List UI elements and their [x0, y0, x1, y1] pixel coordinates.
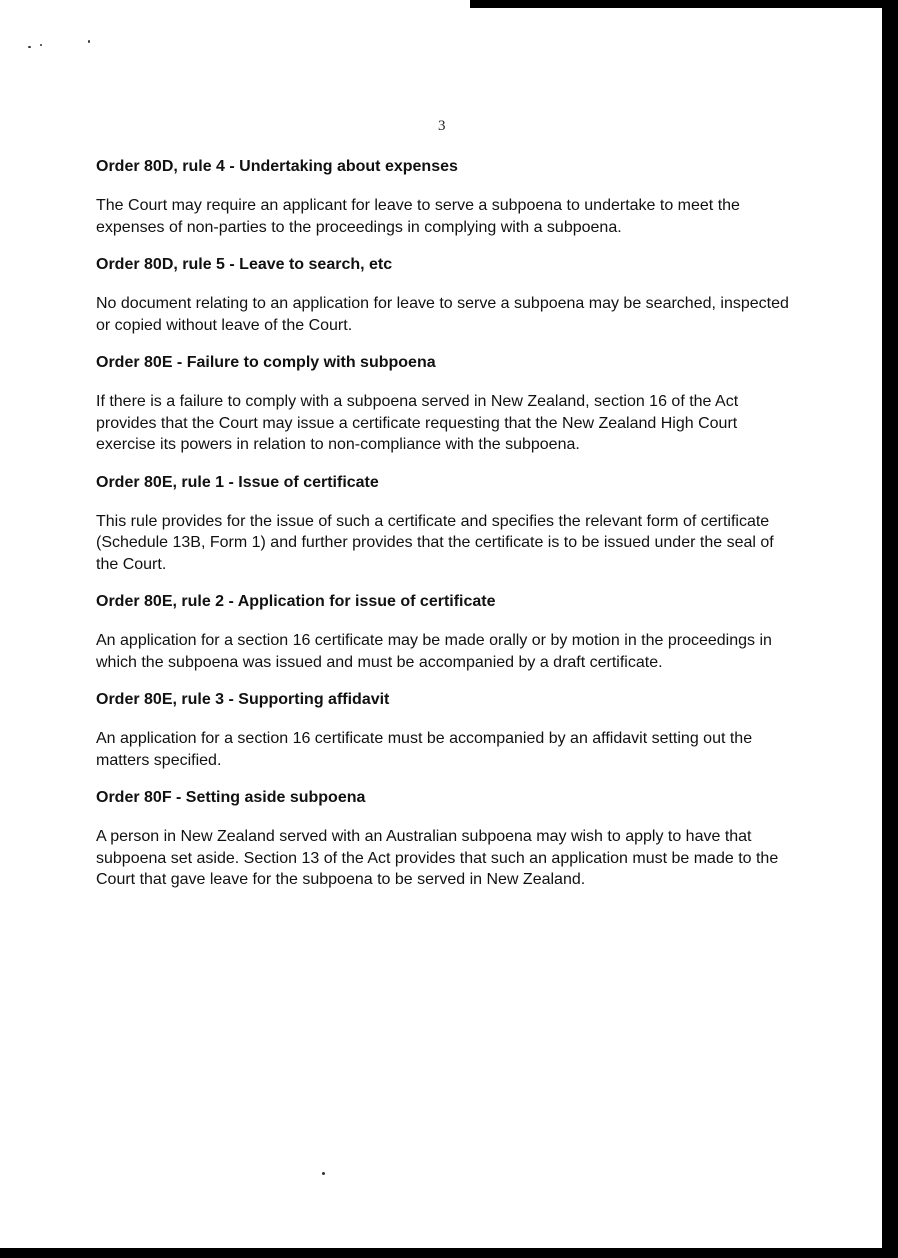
scan-edge-bottom [0, 1248, 898, 1258]
scan-speck [322, 1172, 325, 1175]
scan-speck [88, 40, 90, 43]
section-order-80e-rule-1 [96, 472, 796, 576]
scan-speck [40, 44, 42, 46]
section-heading: Order 80D, rule 4 - Undertaking about expenses [96, 158, 458, 175]
section-heading: Order 80D, rule 5 - Leave to search, etc [96, 256, 393, 273]
section-heading: Order 80E, rule 3 - Supporting affidavit [96, 691, 390, 708]
page-number: 3 [438, 118, 446, 134]
section-paragraph: The Court may require an applicant for leave to serve a subpoena to undertake to meet the expenses of non-parties to the proceedings in complying with a subpoena. [96, 197, 740, 236]
scan-edge-right [882, 8, 898, 1258]
section-heading: Order 80E - Failure to comply with subpoena [96, 354, 436, 371]
section-order-80d-rule-5 [96, 254, 796, 336]
section-order-80e-rule-2 [96, 591, 796, 673]
section-paragraph: This rule provides for the issue of such a certificate and specifies the relevant form of certificate (Schedule 13B, Form 1) and further provides that the certificate is to be issued under the seal of the Court. [96, 512, 774, 573]
section-heading: Order 80E, rule 1 - Issue of certificate [96, 473, 379, 491]
section-heading: Order 80E, rule 2 - Application for issue of certificate [96, 593, 496, 610]
section-paragraph: If there is a failure to comply with a subpoena served in New Zealand, section 16 of the Act provides that the Court may issue a certificate requesting that the New Zealand High Court exercise its powers in relation to non-compliance with the subpoena. [96, 393, 739, 453]
section-heading: Order 80F - Setting aside subpoena [96, 789, 366, 806]
scan-speck [28, 46, 31, 48]
document-body [96, 156, 796, 907]
section-paragraph: A person in New Zealand served with an Australian subpoena may wish to apply to have that subpoena set aside. Section 13 of the Act provides that such an application must be made to the Court that gave leave for the subpoena to be served in New Zealand. [96, 828, 779, 888]
section-paragraph: An application for a section 16 certificate must be accompanied by an affidavit setting out the matters specified. [96, 730, 753, 769]
section-paragraph: An application for a section 16 certificate may be made orally or by motion in the proceedings in which the subpoena was issued and must be accompanied by a draft certificate. [96, 632, 772, 671]
section-paragraph: No document relating to an application for leave to serve a subpoena may be searched, inspected or copied without leave of the Court. [96, 295, 789, 334]
scan-edge-top [470, 0, 898, 8]
section-order-80e-rule-3 [96, 689, 796, 771]
section-order-80e [96, 352, 796, 456]
section-order-80f [96, 787, 796, 891]
section-order-80d-rule-4 [96, 156, 796, 238]
